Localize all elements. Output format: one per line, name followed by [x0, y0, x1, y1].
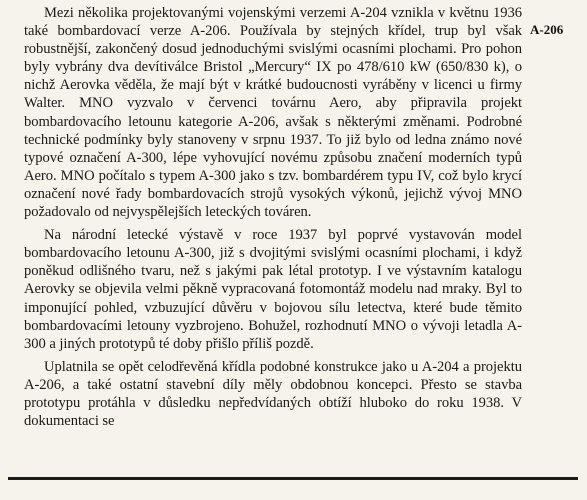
body-text-column — [24, 4, 522, 435]
margin-note-a206: A-206 — [530, 22, 564, 37]
paragraph-exhibition-model: Na národní letecké výstavě v roce 1937 byl poprvé vystavován model bombardovacího letounu A-300, již s dvojitými svislými ocasními plochami, i když poněkud odlišného tvaru, než s jakými pak létal prototyp. I ve výstavním katalogu Aerovky se objevila velmi pěkně vypracovaná fotomontáž modelu nad mraky. Byl to imponující pohled, vzbuzující důvěru v bojovou sílu letectva, které bude těmito bombardovacími letouny vyzbrojeno. Bohužel, rozhodnutí MNO o vývoji letadla A-300 a jiných prototypů té doby přišlo příliš pozdě. — [24, 227, 522, 352]
page-bottom-rule — [8, 477, 578, 480]
paragraph-a206-bomber-version: Mezi několika projektovanými vojenskými verzemi A-204 vznikla v květnu 1936 také bombardovací verze A-206. Používala by stejných křídel, trup byl však robustnější, zakončený dosud jednoduchými svislými ocasními plochami. Pro pohon byly vybrány dva devítiválce Bristol „Mercury“ IX po 478/610 kW (650/830 k), o nichž Aerovka věděla, že mají být v krátké budoucnosti vyráběny v licenci u firmy Walter. MNO vyzvalo v červenci továrnu Aero, aby připravila projekt bombardovacího letounu kategorie A-206, avšak s některými změnami. Podrobné technické podmínky byly stanoveny v srpnu 1937. To již bylo od ledna známo nové typové označení A-300, lépe vyhovující novému způsobu značení moderních typů Aero. MNO počítalo s typem A-300 jako s tzv. bombardérem typu IV, což bylo krycí označení nové řady bombardovacích strojů vysokých výkonů, jejichž vývoj MNO požadovalo od nejvyspělejších leteckých továren. — [24, 5, 522, 221]
paragraph-construction-delay: Uplatnila se opět celodřevěná křídla podobné konstrukce jako u A-204 a projektu A-206, a také ostatní stavební díly měly obdobnou koncepci. Přesto se stavba prototypu protáhla v důsledku nepředvídaných obtíží hluboko do roku 1938. V dokumentaci se — [24, 358, 522, 430]
